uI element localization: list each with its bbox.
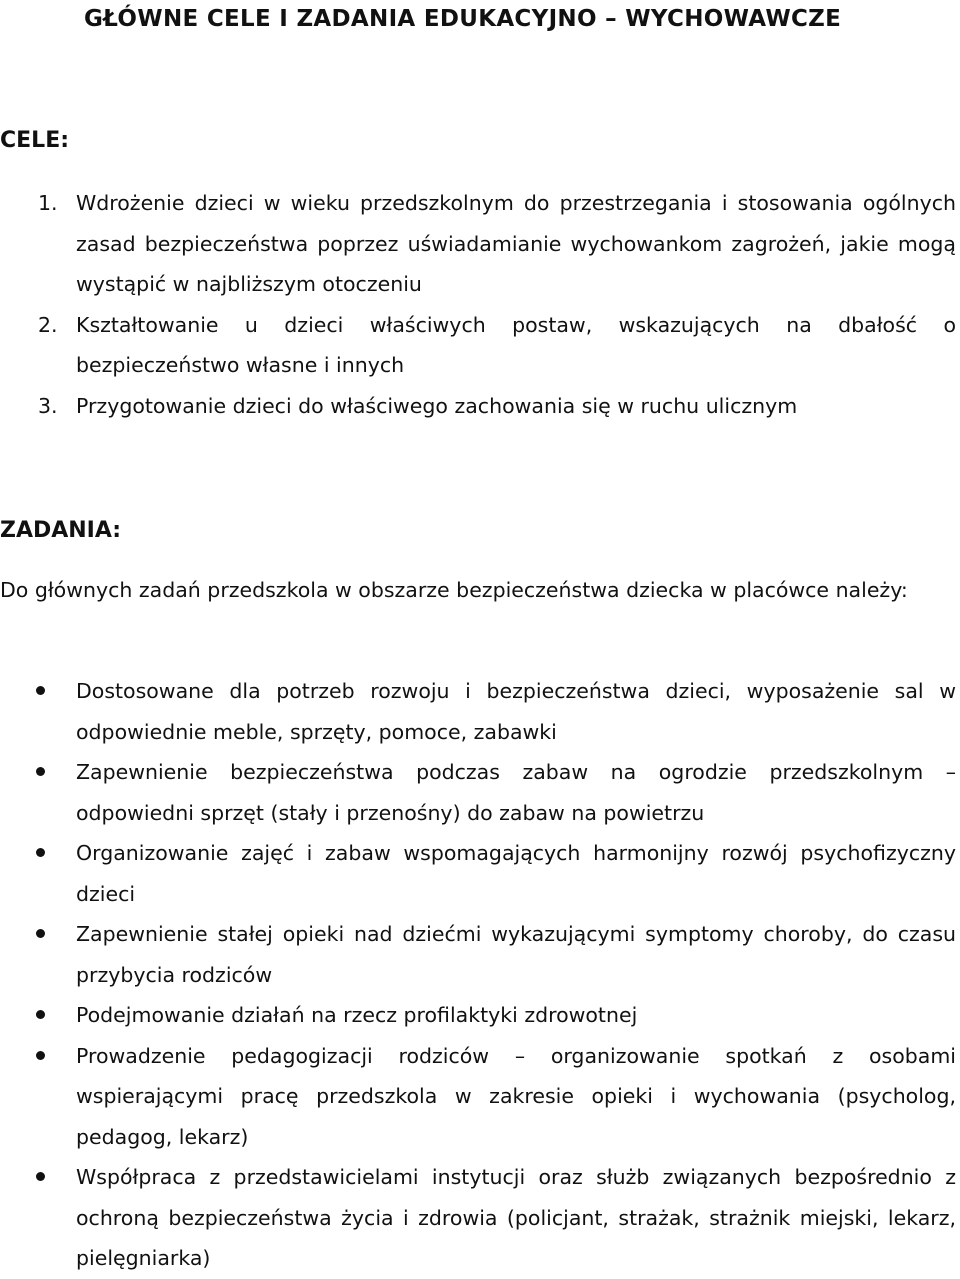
task-text: Zapewnienie bezpieczeństwa podczas zabaw na ogrodzie przedszkolnym – odpowiedni sprzęt (stały i przenośny) do zabaw na powietrzu bbox=[76, 760, 956, 825]
task-text: Prowadzenie pedagogizacji rodziców – organizowanie spotkań z osobami wspierającymi pracę przedszkola w zakresie opieki i wychowania (psycholog, pedagog, lekarz) bbox=[76, 1043, 956, 1149]
task-text: Współpraca z przedstawicielami instytucji oraz służb związanych bezpośrednio z ochroną bezpieczeństwa życia i zdrowia (policjant, strażak, strażnik miejski, lekarz, pielęgniarka) bbox=[76, 1165, 956, 1270]
bullet-icon bbox=[36, 1051, 45, 1060]
document-title: GŁÓWNE CELE I ZADANIA EDUKACYJNO – WYCHOWAWCZE bbox=[84, 6, 842, 32]
task-item bbox=[36, 1157, 956, 1279]
zadania-heading: ZADANIA: bbox=[0, 518, 122, 543]
task-text: Organizowanie zajęć i zabaw wspomagających harmonijny rozwój psychofizyczny dzieci bbox=[76, 841, 956, 906]
bullet-icon bbox=[36, 767, 45, 776]
task-item bbox=[36, 752, 956, 833]
goal-number: 2. bbox=[38, 312, 58, 337]
goal-item bbox=[38, 386, 956, 427]
bullet-icon bbox=[36, 686, 45, 695]
bullet-icon bbox=[36, 1172, 45, 1181]
task-item bbox=[36, 995, 956, 1036]
task-text: Dostosowane dla potrzeb rozwoju i bezpieczeństwa dzieci, wyposażenie sal w odpowiednie meble, sprzęty, pomoce, zabawki bbox=[76, 679, 956, 744]
bullet-icon bbox=[36, 929, 45, 938]
task-text: Zapewnienie stałej opieki nad dziećmi wykazującymi symptomy choroby, do czasu przybycia rodziców bbox=[76, 922, 956, 987]
task-text: Podejmowanie działań na rzecz profilaktyki zdrowotnej bbox=[76, 1003, 638, 1027]
goal-item bbox=[38, 305, 956, 386]
task-item bbox=[36, 833, 956, 914]
zadania-intro: Do głównych zadań przedszkola w obszarze bezpieczeństwa dziecka w placówce należy: bbox=[0, 578, 908, 602]
goals-list bbox=[38, 183, 956, 426]
bullet-icon bbox=[36, 1010, 45, 1019]
bullet-icon bbox=[36, 848, 45, 857]
cele-heading: CELE: bbox=[0, 128, 70, 153]
goal-text: Wdrożenie dzieci w wieku przedszkolnym do przestrzegania i stosowania ogólnych zasad bezpieczeństwa poprzez uświadamianie wychowankom zagrożeń, jakie mogą wystąpić w najbliższym otoczeniu bbox=[76, 191, 956, 296]
goal-number: 1. bbox=[38, 191, 58, 215]
goal-number: 3. bbox=[38, 393, 58, 418]
task-item bbox=[36, 914, 956, 995]
goal-item bbox=[38, 183, 956, 305]
tasks-list bbox=[36, 671, 956, 1279]
task-item bbox=[36, 1036, 956, 1158]
task-item bbox=[36, 671, 956, 752]
goal-text: Przygotowanie dzieci do właściwego zachowania się w ruchu ulicznym bbox=[76, 393, 798, 418]
goal-text: Kształtowanie u dzieci właściwych postaw, wskazujących na dbałość o bezpieczeństwo własne i innych bbox=[76, 312, 956, 377]
